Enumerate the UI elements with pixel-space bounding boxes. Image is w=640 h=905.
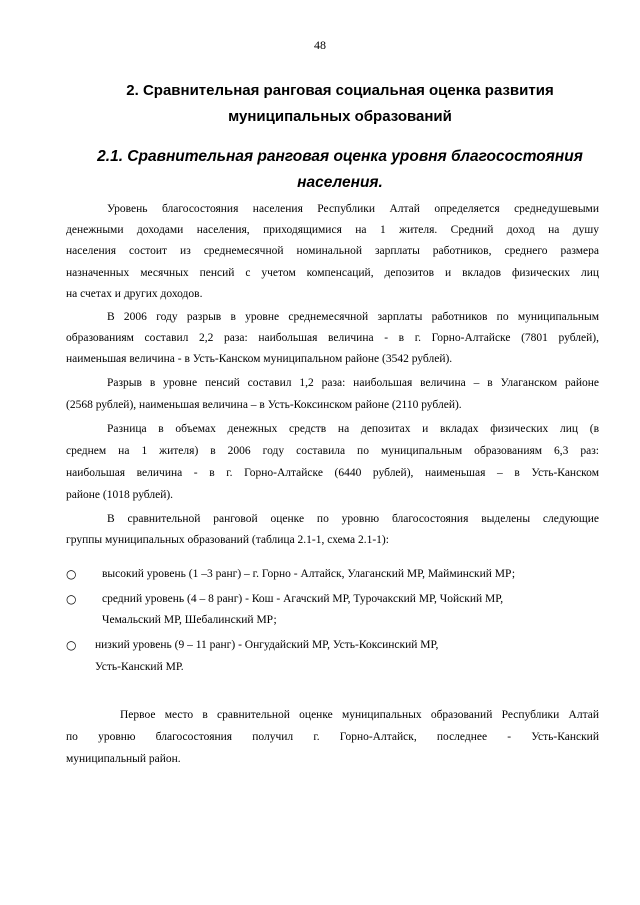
page-number: 48 bbox=[314, 38, 326, 52]
paragraph-5-line-2: группы муниципальных образований (таблица 2.1-1, схема 2.1-1): bbox=[66, 534, 389, 546]
bullet-3-text-line-2: Усть-Канский МР. bbox=[95, 661, 184, 673]
bullet-2-text-line-1: средний уровень (4 – 8 ранг) - Кош - Агачский МР, Турочакский МР, Чойский МР, bbox=[102, 593, 504, 605]
paragraph-4-line-2: среднем на 1 жителя) в 2006 году составила по муниципальным образованиям 6,3 раз: bbox=[66, 445, 599, 457]
closing-line-3: муниципальный район. bbox=[66, 753, 181, 765]
closing-line-2: по уровню благосостояния получил г. Горно-Алтайск, последнее - Усть-Канский bbox=[66, 731, 599, 743]
paragraph-3-line-2: (2568 рублей), наименьшая величина – в Усть-Коксинском районе (2110 рублей). bbox=[66, 399, 462, 411]
paragraph-3-line-1: Разрыв в уровне пенсий составил 1,2 раза: наибольшая величина – в Улаганском районе bbox=[107, 377, 599, 389]
bullet-icon: ○ bbox=[66, 638, 77, 652]
paragraph-2-line-3: наименьшая величина - в Усть-Канском муниципальном районе (3542 рублей). bbox=[66, 353, 453, 365]
paragraph-1-line-5: на счетах и других доходов. bbox=[66, 288, 203, 300]
paragraph-4-line-4: районе (1018 рублей). bbox=[66, 489, 174, 501]
bullet-3-text-line-1: низкий уровень (9 – 11 ранг) - Онгудайский МР, Усть-Коксинский МР, bbox=[95, 639, 439, 651]
paragraph-1-line-2: денежными доходами населения, приходящимися на 1 жителя. Средний доход на душу bbox=[66, 224, 599, 236]
paragraph-2-line-2: образованиям составил 2,2 раза: наибольшая величина - в г. Горно-Алтайске (7801 рублей), bbox=[66, 332, 599, 344]
bullet-2-text-line-2: Чемальский МР, Шебалинский МР; bbox=[102, 614, 277, 626]
paragraph-4-line-3: наибольшая величина - в г. Горно-Алтайске (6440 рублей), наименьшая – в Усть-Канском bbox=[66, 467, 599, 479]
bullet-icon: ○ bbox=[66, 567, 77, 581]
subsection-heading-line-1: 2.1. Сравнительная ранговая оценка уровня благосостояния bbox=[97, 148, 583, 165]
closing-line-1: Первое место в сравнительной оценке муниципальных образований Республики Алтай bbox=[120, 709, 599, 721]
section-heading-line-2: муниципальных образований bbox=[228, 108, 452, 125]
bullet-1-text: высокий уровень (1 –3 ранг) – г. Горно - Алтайск, Улаганский МР, Майминский МР; bbox=[102, 568, 516, 580]
bullet-icon: ○ bbox=[66, 592, 77, 606]
paragraph-5-line-1: В сравнительной ранговой оценке по уровню благосостояния выделены следующие bbox=[107, 513, 599, 525]
subsection-heading-line-2: населения. bbox=[297, 174, 383, 191]
paragraph-1-line-4: назначенных месячных пенсий с учетом компенсаций, депозитов и вкладов физических лиц bbox=[66, 267, 599, 279]
section-heading-line-1: 2. Сравнительная ранговая социальная оценка развития bbox=[126, 82, 554, 99]
paragraph-2-line-1: В 2006 году разрыв в уровне среднемесячной зарплаты работников по муниципальным bbox=[107, 311, 599, 323]
paragraph-1-line-1: Уровень благосостояния населения Республики Алтай определяется среднедушевыми bbox=[107, 203, 599, 215]
paragraph-4-line-1: Разница в объемах денежных средств на депозитах и вкладах физических лиц (в bbox=[107, 423, 599, 435]
paragraph-1-line-3: населения состоит из среднемесячной номинальной зарплаты работников, среднего размера bbox=[66, 245, 599, 257]
